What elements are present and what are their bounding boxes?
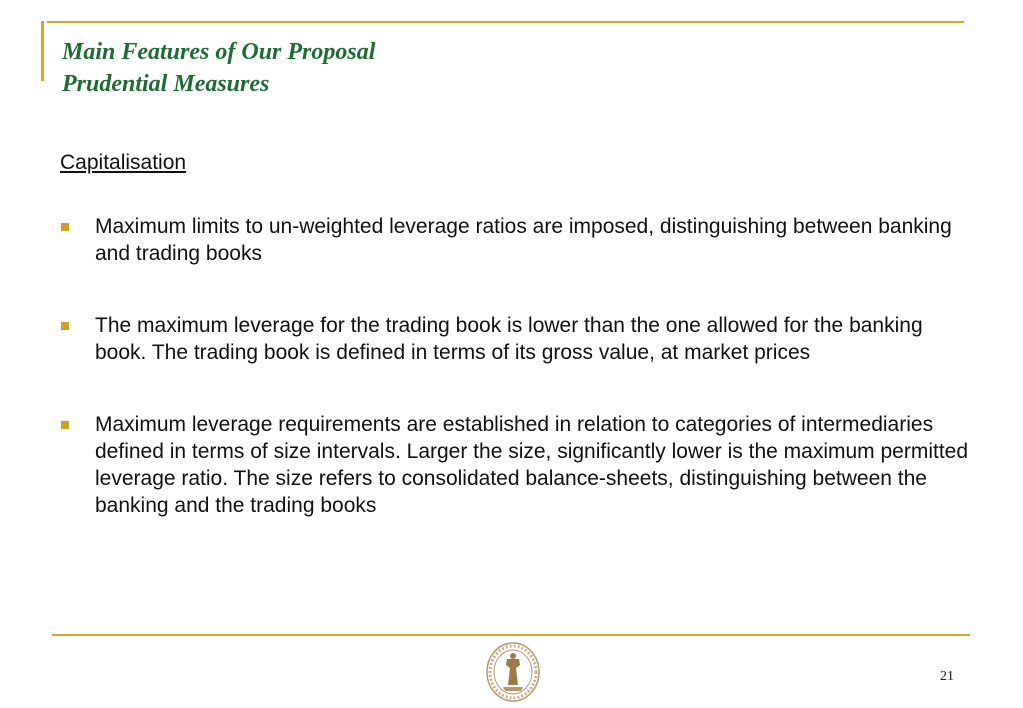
bullet-item	[60, 411, 970, 519]
left-rule	[41, 21, 44, 81]
university-seal-icon	[485, 641, 541, 703]
bullet-text: Maximum limits to un-weighted leverage ratios are imposed, distinguishing between banking and trading books	[95, 215, 952, 265]
bottom-rule	[52, 634, 970, 636]
bullet-list	[60, 213, 970, 564]
section-heading: Capitalisation	[60, 151, 187, 174]
top-rule	[47, 21, 964, 23]
bullet-text: The maximum leverage for the trading book is lower than the one allowed for the banking book. The trading book is defined in terms of its gross value, at market prices	[95, 314, 923, 364]
square-bullet-icon	[61, 223, 69, 231]
slide-title	[62, 36, 375, 100]
bullet-item	[60, 312, 970, 366]
bullet-text: Maximum leverage requirements are established in relation to categories of intermediaries defined in terms of size intervals. Larger the size, significantly lower is the maximum permitted leverage ratio. The size refers to consolidated balance-sheets, distinguishing between the banking and the trading books	[95, 413, 969, 517]
square-bullet-icon	[61, 421, 69, 429]
square-bullet-icon	[61, 322, 69, 330]
slide-title-line1: Main Features of Our Proposal	[62, 39, 376, 65]
bullet-item	[60, 213, 970, 267]
slide-title-line2: Prudential Measures	[62, 71, 270, 97]
page-number: 21	[940, 669, 954, 684]
